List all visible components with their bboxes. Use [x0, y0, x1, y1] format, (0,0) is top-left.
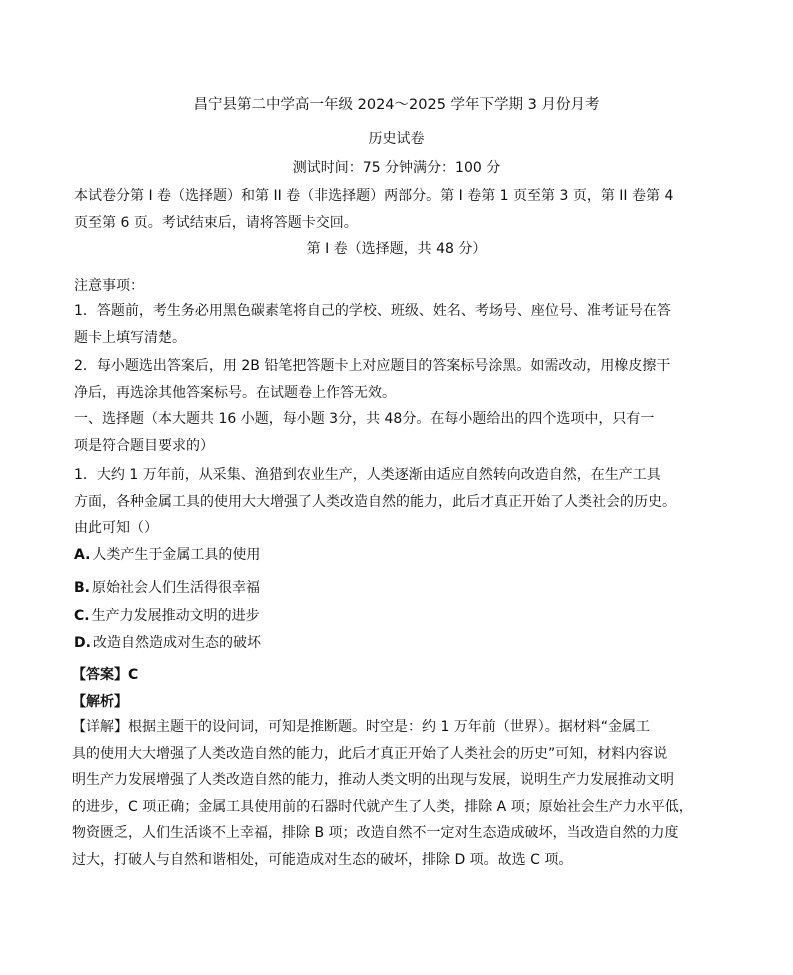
part1-title: 第 I 卷（选择题，共 48 分） [306, 241, 487, 257]
question-line: 方面，各种金属工具的使用大大增强了人类改造自然的能力，此后才真正开始了人类社会的历史。 [74, 493, 676, 510]
answer-label: 【答案】C [72, 667, 139, 683]
option-text: 生产力发展推动文明的进步 [91, 608, 260, 624]
detail-line: 过大，打破人与自然和谐相处，可能造成对生态的破坏，排除 D 项。故选 C 项。 [72, 851, 573, 868]
option-letter: D. [74, 635, 91, 651]
detail-paragraph [72, 714, 693, 873]
note-item-1 [74, 298, 674, 351]
subject-title: 历史试卷 [368, 131, 425, 147]
question-1-stem [74, 462, 674, 542]
detail-line: 的进步，C 项正确；金属工具使用前的石器时代就产生了人类，排除 A 项；原始社会生产力水平低， [72, 798, 693, 815]
option-b [74, 579, 260, 597]
option-c [74, 607, 260, 625]
exam-title: 昌宁县第二中学高一年级 2024～2025 学年下学期 3 月份月考 [193, 97, 600, 113]
intro-line: 本试卷分第 I 卷（选择题）和第 II 卷（非选择题）两部分。第 I 卷第 1 页至第 3 页，第 II 卷第 4 [74, 188, 674, 204]
intro-line: 页至第 6 页。考试结束后，请将答题卡交回。 [74, 214, 358, 231]
notes-heading: 注意事项： [74, 278, 144, 294]
note-line: 1．答题前，考生务必用黑色碳素笔将自己的学校、班级、姓名、考场号、座位号、准考证号在答 [74, 303, 671, 319]
note-line: 2．每小题选出答案后，用 2B 铅笔把答题卡上对应题目的答案标号涂黑。如需改动，用橡皮擦干 [74, 358, 671, 374]
option-letter: C. [74, 608, 90, 624]
option-text: 改造自然造成对生态的破坏 [92, 635, 261, 651]
detail-line: 【详解】根据主题干的设问词，可知是推断题。时空是：约 1 万年前（世界）。据材料“金属工 [72, 719, 651, 735]
intro-paragraph [74, 183, 674, 236]
note-line: 净后，再选涂其他答案标号。在试题卷上作答无效。 [74, 384, 396, 401]
note-line: 题卡上填写清楚。 [74, 329, 186, 346]
note-item-2 [74, 353, 674, 406]
section1-line: 一、选择题（本大题共 16 小题，每小题 3分，共 48分。在每小题给出的四个选项中，只有一 [74, 411, 655, 427]
question-line: 1．大约 1 万年前，从采集、渔猎到农业生产，人类逐渐由适应自然转向改造自然，在生产工具 [74, 467, 661, 483]
option-text: 原始社会人们生活得很幸福 [92, 580, 260, 596]
option-a [74, 546, 260, 564]
section1-heading [74, 406, 674, 459]
section1-line: 项是符合题目要求的） [74, 437, 214, 454]
option-text: 人类产生于金属工具的使用 [92, 547, 261, 563]
analysis-label: 【解析】 [72, 694, 128, 710]
detail-line: 具的使用大大增强了人类改造自然的能力，此后才真正开始了人类社会的历史”可知，材料内容说 [72, 745, 668, 762]
detail-line: 明生产力发展增强了人类改造自然的能力，推动人类文明的出现与发展，说明生产力发展推动文明 [72, 772, 674, 788]
option-d [74, 634, 261, 652]
time-info: 测试时间：75 分钟满分：100 分 [292, 160, 501, 176]
option-letter: A. [74, 547, 91, 563]
question-line: 由此可知（） [74, 520, 158, 536]
option-letter: B. [74, 580, 90, 596]
detail-line: 物资匮乏，人们生活谈不上幸福，排除 B 项；改造自然不一定对生态造成破坏，当改造自然的力度 [72, 825, 679, 841]
